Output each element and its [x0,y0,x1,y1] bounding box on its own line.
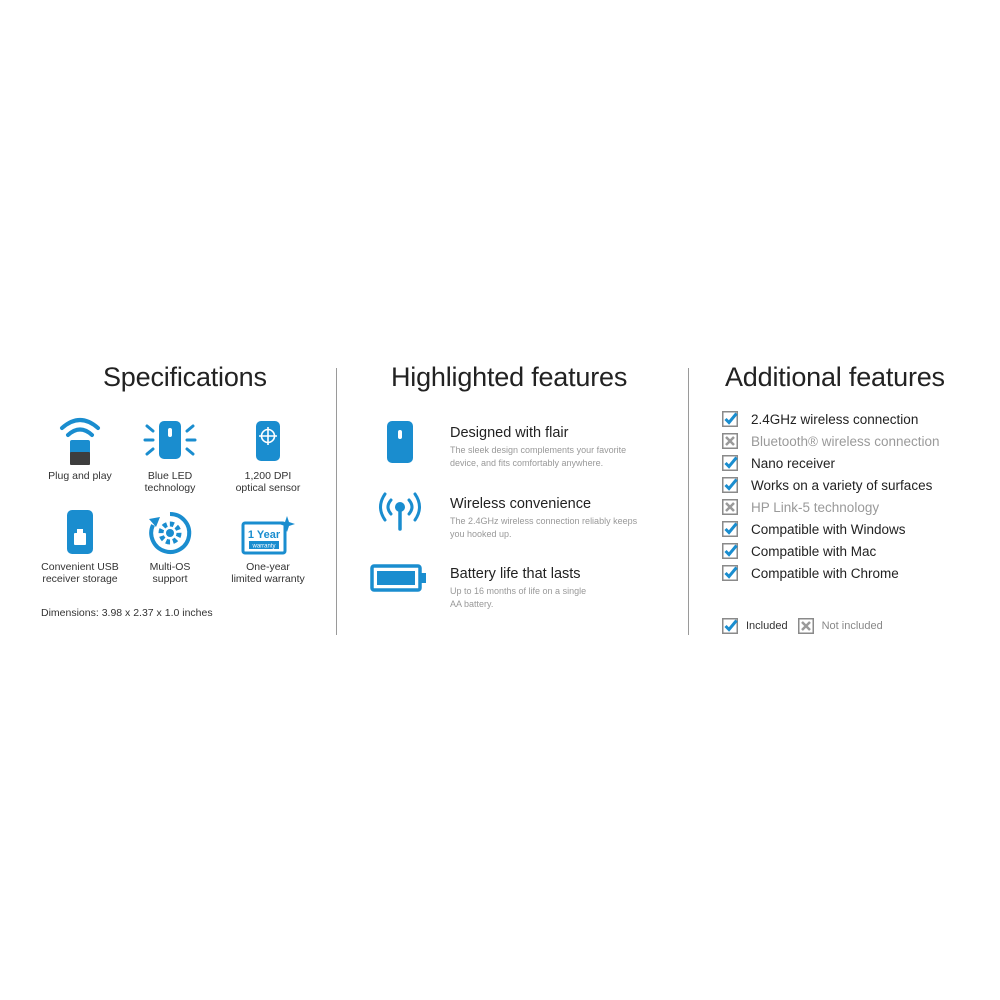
check-icon [722,411,738,427]
mouse-icon [372,419,428,465]
spec-label: Convenient USB receiver storage [41,561,119,585]
highlight-title: Battery life that lasts [450,566,581,582]
spec-blue-led [120,412,220,494]
highlight-description: The 2.4GHz wireless connection reliably keeps you hooked up. [450,516,638,539]
additional-features-title: Additional features [725,362,945,392]
blue-led-mouse-icon [120,412,220,466]
optical-sensor-icon [218,412,318,466]
legend [722,618,883,634]
cross-icon [722,499,738,515]
highlight-title: Wireless convenience [450,496,592,512]
feature-label: Works on a variety of surfaces [751,477,933,493]
column-divider [688,368,689,635]
legend-included-label: Included [746,620,788,632]
check-icon [722,521,738,537]
spec-label: Multi-OS support [149,561,191,585]
spec-usb-storage [30,503,130,585]
warranty-badge-icon [218,503,318,557]
check-icon [722,543,738,559]
feature-label: Compatible with Windows [751,521,906,537]
additional-features-list [722,408,940,584]
spec-label: One-year limited warranty [231,561,305,585]
feature-item [722,408,940,430]
spec-plug-and-play [30,412,130,482]
feature-item [722,452,940,474]
feature-label: Bluetooth® wireless connection [751,433,940,449]
feature-label: 2.4GHz wireless connection [751,411,919,427]
cross-icon [722,433,738,449]
feature-label: Compatible with Chrome [751,565,899,581]
feature-label: Compatible with Mac [751,543,877,559]
feature-item [722,562,940,584]
highlight-item [450,425,650,470]
multi-os-gear-icon [120,503,220,557]
highlight-item [450,496,650,541]
feature-item [722,496,940,518]
feature-item [722,518,940,540]
feature-label: HP Link-5 technology [751,499,880,515]
feature-item [722,540,940,562]
battery-icon [368,562,430,594]
highlight-description: The sleek design complements your favorite device, and fits comfortably anywhere. [450,445,627,468]
feature-item [722,430,940,452]
feature-item [722,474,940,496]
highlighted-features-title: Highlighted features [391,362,628,392]
spec-label: 1,200 DPI optical sensor [235,470,301,494]
highlight-description: Up to 16 months of life on a single AA battery. [450,586,587,609]
wireless-signal-icon [372,489,428,533]
spec-label: Plug and play [48,470,112,482]
spec-warranty [218,503,318,585]
warranty-badge-subtext: warranty [252,543,276,550]
legend-not-included-label: Not included [821,620,883,632]
spec-label: Blue LED technology [144,470,196,494]
check-icon [722,477,738,493]
spec-optical-sensor [218,412,318,494]
warranty-badge-year-text: 1 Year [247,529,281,541]
cross-icon [798,618,814,634]
feature-label: Nano receiver [751,455,836,471]
column-divider [336,368,337,635]
usb-receiver-wireless-icon [30,412,130,466]
specifications-title: Specifications [103,362,267,392]
check-icon [722,618,738,634]
highlight-title: Designed with flair [450,425,569,441]
usb-receiver-storage-icon [30,503,130,557]
spec-multi-os [120,503,220,585]
check-icon [722,565,738,581]
highlight-item [450,566,650,611]
dimensions-text: Dimensions: 3.98 x 2.37 x 1.0 inches [41,607,213,619]
check-icon [722,455,738,471]
